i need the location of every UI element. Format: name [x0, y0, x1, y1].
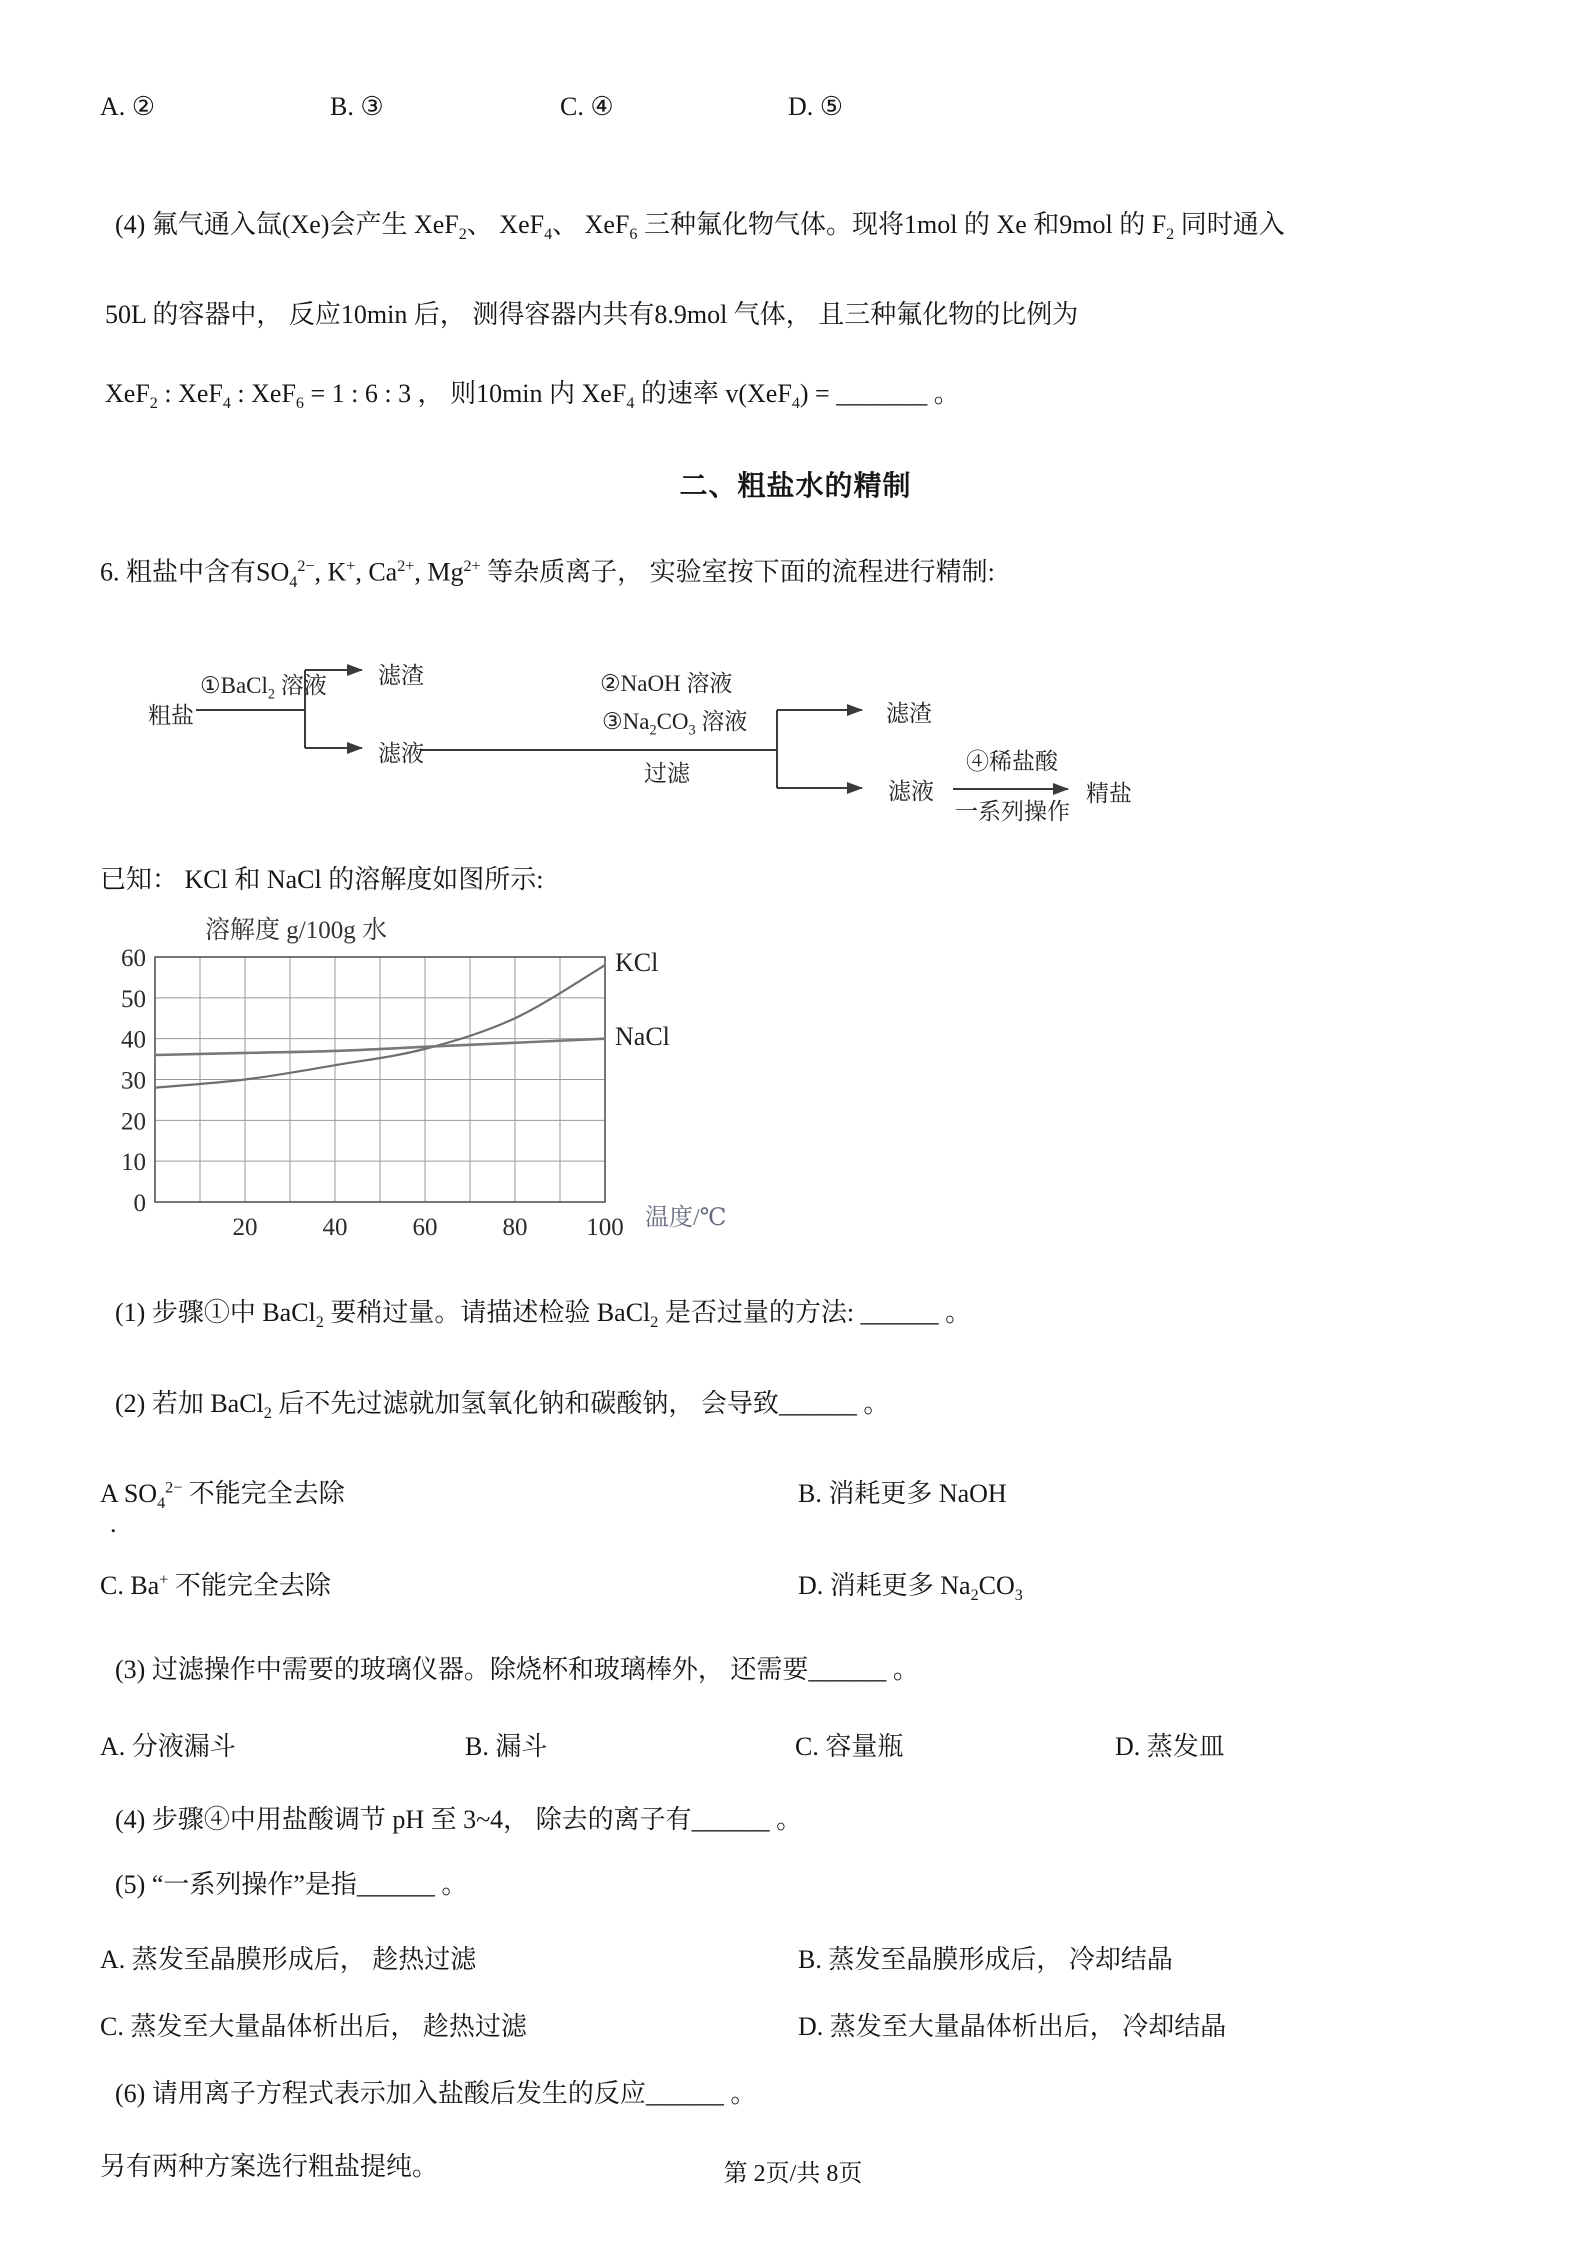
- option-a: A $SO_4^{2-}$ 不能完全去除: [100, 1478, 345, 1512]
- subquestion-2: (2) 若加 BaCl$_2$ 后不先过滤就加氢氧化钠和碳酸钠， 会导致______ 。: [115, 1389, 890, 1423]
- chart-x-axis-label: 温度/℃: [645, 1205, 727, 1232]
- subquestion-6: (6) 请用离子方程式表示加入盐酸后发生的反应______ 。: [115, 2078, 757, 2108]
- flow-filtrate2-label: 滤液: [888, 779, 934, 805]
- svg-text:100: 100: [586, 1214, 624, 1242]
- svg-text:60: 60: [121, 945, 146, 973]
- page-number: 第 2页/共 8页: [723, 2161, 863, 2187]
- subquestion-5-options-cd: [100, 2006, 1491, 2043]
- flow-filtrate1-label: 滤液: [378, 741, 424, 767]
- svg-text:20: 20: [232, 1214, 258, 1242]
- question4-line3: XeF$_2$ : XeF$_4$ : XeF$_6$ = 1 : 6 : 3 ， 则10min 内 XeF$_4$ 的速率 v(XeF$_4$) = _______ 。: [105, 379, 960, 413]
- svg-text:80: 80: [502, 1214, 528, 1242]
- flow-step2b-label: $③Na_2CO_3$ 溶液: [602, 709, 748, 739]
- flow-step2a-label: ②NaOH 溶液: [600, 671, 733, 697]
- flow-start-label: 粗盐: [148, 703, 194, 729]
- subquestion-2-options-cd: [100, 1565, 1491, 1605]
- chart-title: 溶解度 g/100g 水: [205, 917, 387, 945]
- option-c: C. ④: [560, 92, 614, 121]
- option-b: B. ③: [330, 92, 384, 121]
- option-a: A. 蒸发至晶膜形成后， 趁热过滤: [100, 1944, 477, 1974]
- flow-end-label: 精盐: [1086, 781, 1132, 807]
- page-content: [0, 92, 1586, 2185]
- nacl-series-label: NaCl: [615, 1022, 670, 1052]
- question5-choice-row: [100, 92, 1491, 122]
- svg-text:40: 40: [322, 1214, 348, 1242]
- flow-residue1-label: 滤渣: [378, 663, 424, 689]
- question4-line1: (4) 氟气通入氙(Xe)会产生 XeF$_2$、 XeF$_4$、 XeF$_6$ 三种氟化物气体。现将1mol 的 Xe 和9mol 的 $F_2$ 同时通入: [115, 210, 1285, 244]
- option-d: D. 蒸发至大量晶体析出后， 冷却结晶: [798, 2011, 1227, 2041]
- subquestion-1: (1) 步骤①中 BaCl$_2$ 要稍过量。请描述检验 BaCl$_2$ 是否过量的方法: ______ 。: [115, 1298, 972, 1332]
- option-c: C. 蒸发至大量晶体析出后， 趁热过滤: [100, 2011, 527, 2041]
- option-b: B. 消耗更多 NaOH: [798, 1478, 1007, 1508]
- option-b: B. 蒸发至晶膜形成后， 冷却结晶: [798, 1944, 1173, 1974]
- section-title: 二、粗盐水的精制: [679, 471, 912, 503]
- flow-residue2-label: 滤渣: [886, 701, 932, 727]
- tail-line: 另有两种方案选行粗盐提纯。: [100, 2151, 439, 2181]
- flow-step3a-label: ④稀盐酸: [966, 749, 1058, 775]
- option-d: D. ⑤: [788, 92, 844, 121]
- solubility-chart: [105, 912, 815, 1250]
- subquestion-4: (4) 步骤④中用盐酸调节 pH 至 3~4， 除去的离子有______ 。: [115, 1804, 803, 1834]
- svg-text:30: 30: [121, 1067, 146, 1095]
- flow-step2c-label: 过滤: [644, 761, 690, 787]
- svg-text:0: 0: [133, 1190, 146, 1218]
- svg-text:40: 40: [121, 1026, 146, 1054]
- subquestion-2-options-ab: [100, 1473, 1491, 1538]
- known-line: 已知： KCl 和 NaCl 的溶解度如图所示:: [100, 865, 544, 895]
- option-b: B. 漏斗: [465, 1731, 548, 1761]
- option-a: A. ②: [100, 92, 156, 121]
- option-d: D. 蒸发皿: [1115, 1731, 1225, 1761]
- option-c: C. Ba+ 不能完全去除: [100, 1570, 331, 1600]
- option-d: D. 消耗更多 $Na_2CO_3$: [798, 1570, 1023, 1604]
- kcl-series-label: KCl: [615, 948, 659, 978]
- subquestion-5-options-ab: [100, 1939, 1491, 1976]
- flow-diagram: [110, 647, 1185, 825]
- scan-artifact-dot: .: [110, 1508, 117, 1538]
- option-c: C. 容量瓶: [795, 1731, 904, 1761]
- subquestion-3: (3) 过滤操作中需要的玻璃仪器。除烧杯和玻璃棒外， 还需要______ 。: [115, 1654, 919, 1684]
- question4-line2: 50L 的容器中， 反应10min 后， 测得容器内共有8.9mol 气体， 且三种氟化物的比例为: [105, 300, 1079, 330]
- svg-text:20: 20: [121, 1108, 146, 1136]
- subquestion-3-options: [100, 1726, 1491, 1763]
- svg-text:60: 60: [412, 1214, 438, 1242]
- svg-text:50: 50: [121, 986, 146, 1014]
- flow-step3b-label: 一系列操作: [955, 799, 1070, 825]
- subquestion-5: (5) “一系列操作”是指______ 。: [115, 1869, 468, 1899]
- question6-intro: 6. 粗盐中含有$SO_4^{2-}$, K+, $Ca^{2+}$, $Mg^{2+}$ 等杂质离子， 实验室按下面的流程进行精制:: [100, 558, 995, 592]
- flow-step1-label: ①BaCl$_2$ 溶液: [200, 673, 327, 703]
- svg-text:10: 10: [121, 1149, 146, 1177]
- option-a: A. 分液漏斗: [100, 1731, 236, 1761]
